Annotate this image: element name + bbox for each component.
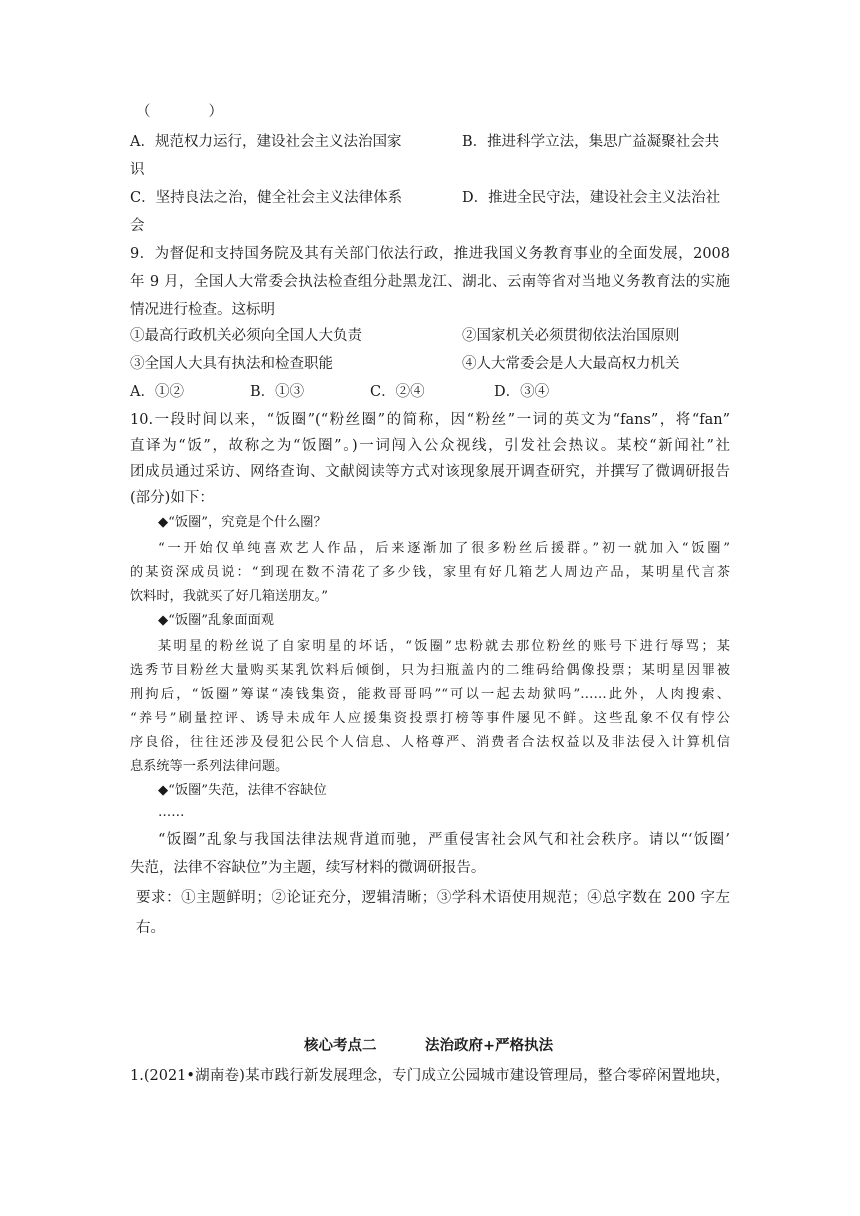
q10-stem-line4: (部分)如下： — [130, 490, 214, 506]
q9-option-c: C．②④ — [370, 384, 425, 400]
q8-option-a: A．规范权力运行，建设社会主义法治国家 — [130, 134, 402, 150]
q8-option-b-cont: 识 — [130, 162, 145, 178]
q10-task-line1: “饭圈”乱象与我国法律法规背道而驰，严重侵害社会风气和社会秩序。请以“‘饭圈’ — [158, 832, 730, 848]
q10-para2-line6: 息系统等一系列法律问题。 — [130, 759, 289, 774]
q9-option-d: D．③④ — [494, 384, 550, 400]
q8-option-c: C．坚持良法之治，健全社会主义法律体系 — [130, 190, 403, 206]
q10-para1-line2: 的某资深成员说：“到现在数不清花了多少钱，家里有好几箱艺人周边产品，某明星代言茶 — [130, 565, 730, 580]
section-label: 核心考点二 — [304, 1038, 377, 1054]
q9-stem-line1: 9．为督促和支持国务院及其有关部门依法行政，推进我国义务教育事业的全面发展，2008 — [130, 246, 730, 262]
q10-subheading-3: ◆“饭圈”失范，法律不容缺位 — [158, 783, 327, 798]
q10-subheading-2: ◆“饭圈”乱象面面观 — [158, 613, 274, 628]
q10-ellipsis: …… — [158, 805, 185, 820]
q10-stem-line3: 团成员通过采访、网络查询、文献阅读等方式对该现象展开调查研究，并撰写了微调研报告 — [130, 464, 730, 480]
q9-statement-1: ①最高行政机关必须向全国人大负责 — [130, 328, 362, 344]
q10-subheading-1: ◆“饭圈”，究竟是个什么圈？ — [158, 515, 327, 530]
q8-answer-blank: （ ） — [136, 104, 223, 120]
q8-option-d-cont: 会 — [130, 218, 145, 234]
q10-stem-line2: 直译为“饭”，故称之为“饭圈”。)一词闯入公众视线，引发社会热议。某校“新闻社”社 — [130, 438, 730, 454]
q10-requirements-line1: 要求：①主题鲜明；②论证充分，逻辑清晰；③学科术语使用规范；④总字数在 200 字左 — [136, 890, 730, 906]
q9-option-a: A．①② — [130, 384, 184, 400]
q10-requirements-line2: 右。 — [136, 920, 165, 936]
q10-para2-line3: 刑拘后，“饭圈”筹谋“凑钱集资，能救哥哥吗”“可以一起去劫狱吗”……此外，人肉搜索、 — [130, 687, 730, 702]
q9-statement-3: ③全国人大具有执法和检查职能 — [130, 356, 333, 372]
q9-statement-4: ④人大常委会是人大最高权力机关 — [462, 356, 680, 372]
q10-para2-line2: 选秀节目粉丝大量购买某乳饮料后倾倒，只为扫瓶盖内的二维码给偶像投票；某明星因罪被 — [130, 663, 730, 678]
q10-para1-line3: 饮料时，我就买了好几箱送朋友。” — [130, 589, 328, 604]
q8-option-b: B．推进科学立法，集思广益凝聚社会共 — [462, 134, 720, 150]
q9-statement-2: ②国家机关必须贯彻依法治国原则 — [462, 328, 680, 344]
q9-stem-line2: 年 9 月，全国人大常委会执法检查组分赴黑龙江、湖北、云南等省对当地义务教育法的实施 — [130, 274, 730, 290]
q10-para2-line4: “养号”刷量控评、诱导未成年人应援集资投票打榜等事件屡见不鲜。这些乱象不仅有悖公 — [130, 711, 730, 726]
section-title: 法治政府+严格执法 — [425, 1038, 554, 1054]
q10-para2-line5: 序良俗，往往还涉及侵犯公民个人信息、人格尊严、消费者合法权益以及非法侵入计算机信 — [130, 735, 730, 750]
q8-option-d: D．推进全民守法，建设社会主义法治社 — [462, 190, 721, 206]
q11-stem-line1: 1.(2021•湖南卷)某市践行新发展理念，专门成立公园城市建设管理局，整合零碎闲置地块， — [130, 1068, 730, 1084]
q10-para2-line1: 某明星的粉丝说了自家明星的坏话，“饭圈”忠粉就去那位粉丝的账号下进行辱骂；某 — [158, 639, 730, 654]
q10-stem-line1: 10.一段时间以来，“饭圈”(“粉丝圈”的简称，因“粉丝”一词的英文为“fans”，将“fan” — [130, 412, 730, 428]
q9-stem-line3: 情况进行检查。这标明 — [130, 302, 275, 318]
q10-task-line2: 失范，法律不容缺位”为主题，续写材料的微调研报告。 — [130, 860, 486, 876]
q9-option-b: B．①③ — [250, 384, 305, 400]
q10-para1-line1: “一开始仅单纯喜欢艺人作品，后来逐渐加了很多粉丝后援群。”初一就加入“饭圈” — [158, 541, 730, 556]
